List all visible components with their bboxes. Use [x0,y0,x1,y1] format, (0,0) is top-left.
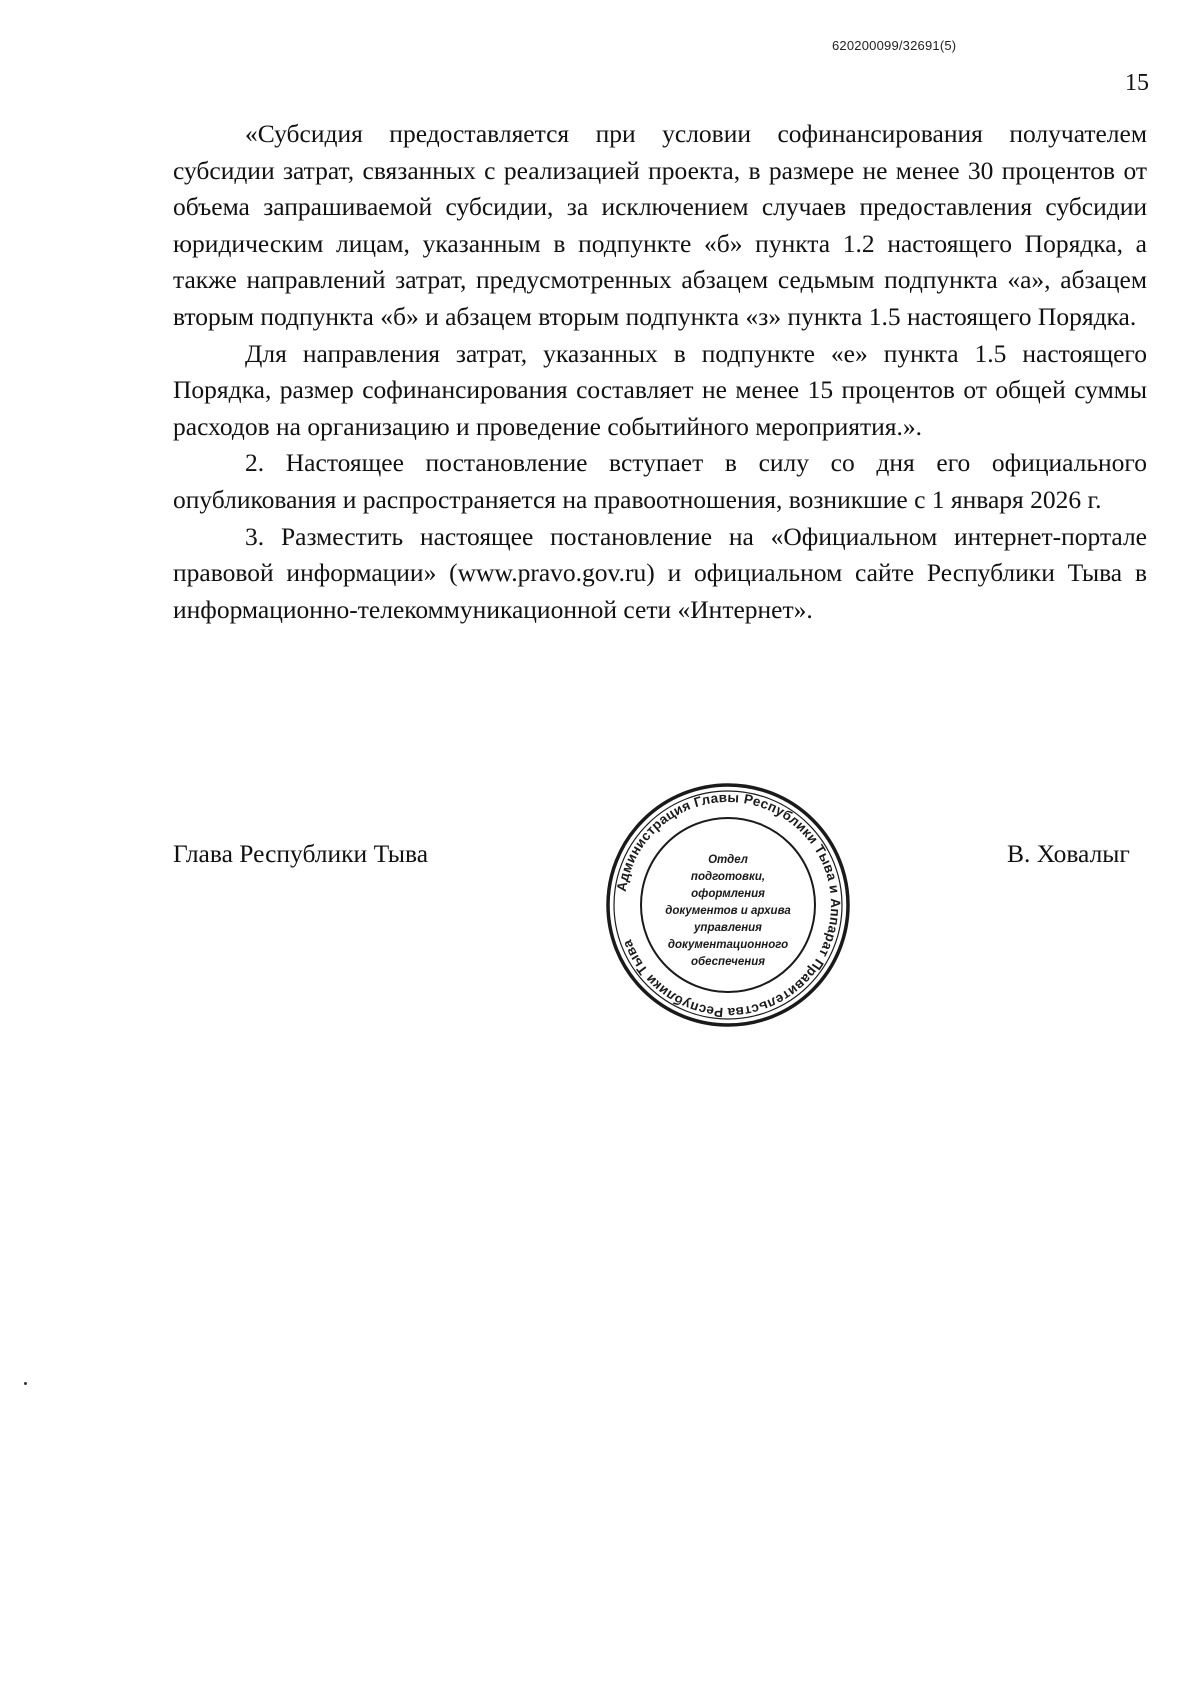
page-number: 15 [1125,70,1149,96]
document-body [173,116,1147,628]
seal-inner-line: документов и архива [665,905,791,917]
seal-inner-line: оформления [691,888,765,900]
signatory-position: Глава Республики Тыва [173,839,429,868]
paragraph-effective-date: 2. Настоящее постановление вступает в силу со дня его официального опубликования и распространяется на правоотношения, возникшие с 1 января 2026 г. [173,448,1147,514]
seal-inner-line: Отдел [708,854,748,866]
paragraph-cofinancing-event: Для направления затрат, указанных в подпункте «е» пункта 1.5 настоящего Порядка, размер софинансирования составляет не менее 15 процентов от общей суммы расходов на организацию и проведение событийного мероприятия.». [173,338,1147,441]
scan-speck [24,1382,27,1385]
seal-inner-line: подготовки, [690,871,766,883]
seal-outer-text: Администрация Главы Республики Тыва и Аппарат Правительства Республики Тыва [613,789,844,1021]
document-id: 620200099/32691(5) [832,38,957,53]
seal-inner-line: обеспечения [690,956,766,968]
signatory-name: В. Ховалыг [1007,839,1130,868]
paragraph-publication: 3. Разместить настоящее постановление на «Официальном интернет-портале правовой информации» (www.pravo.gov.ru) и официальном сайте Республики Тыва в информационно-телекоммуникационной сети «Интернет». [173,521,1147,624]
seal-inner-line: управления [694,922,762,934]
official-seal [603,780,853,1030]
paragraph-subsidy-cofinancing: «Субсидия предоставляется при условии софинансирования получателем субсидии затрат, связанных с реализацией проекта, в размере не менее 30 процентов от объема запрашиваемой субсидии, за исключением случаев предоставления субсидии юридическим лицам, указанным в подпункте «б» пункта 1.2 настоящего Порядка, а также направлений затрат, предусмотренных абзацем седьмым подпункта «а», абзацем вторым подпункта «б» и абзацем вторым подпункта «з» пункта 1.5 настоящего Порядка. [173,119,1147,331]
seal-inner-line: документационного [667,939,789,951]
